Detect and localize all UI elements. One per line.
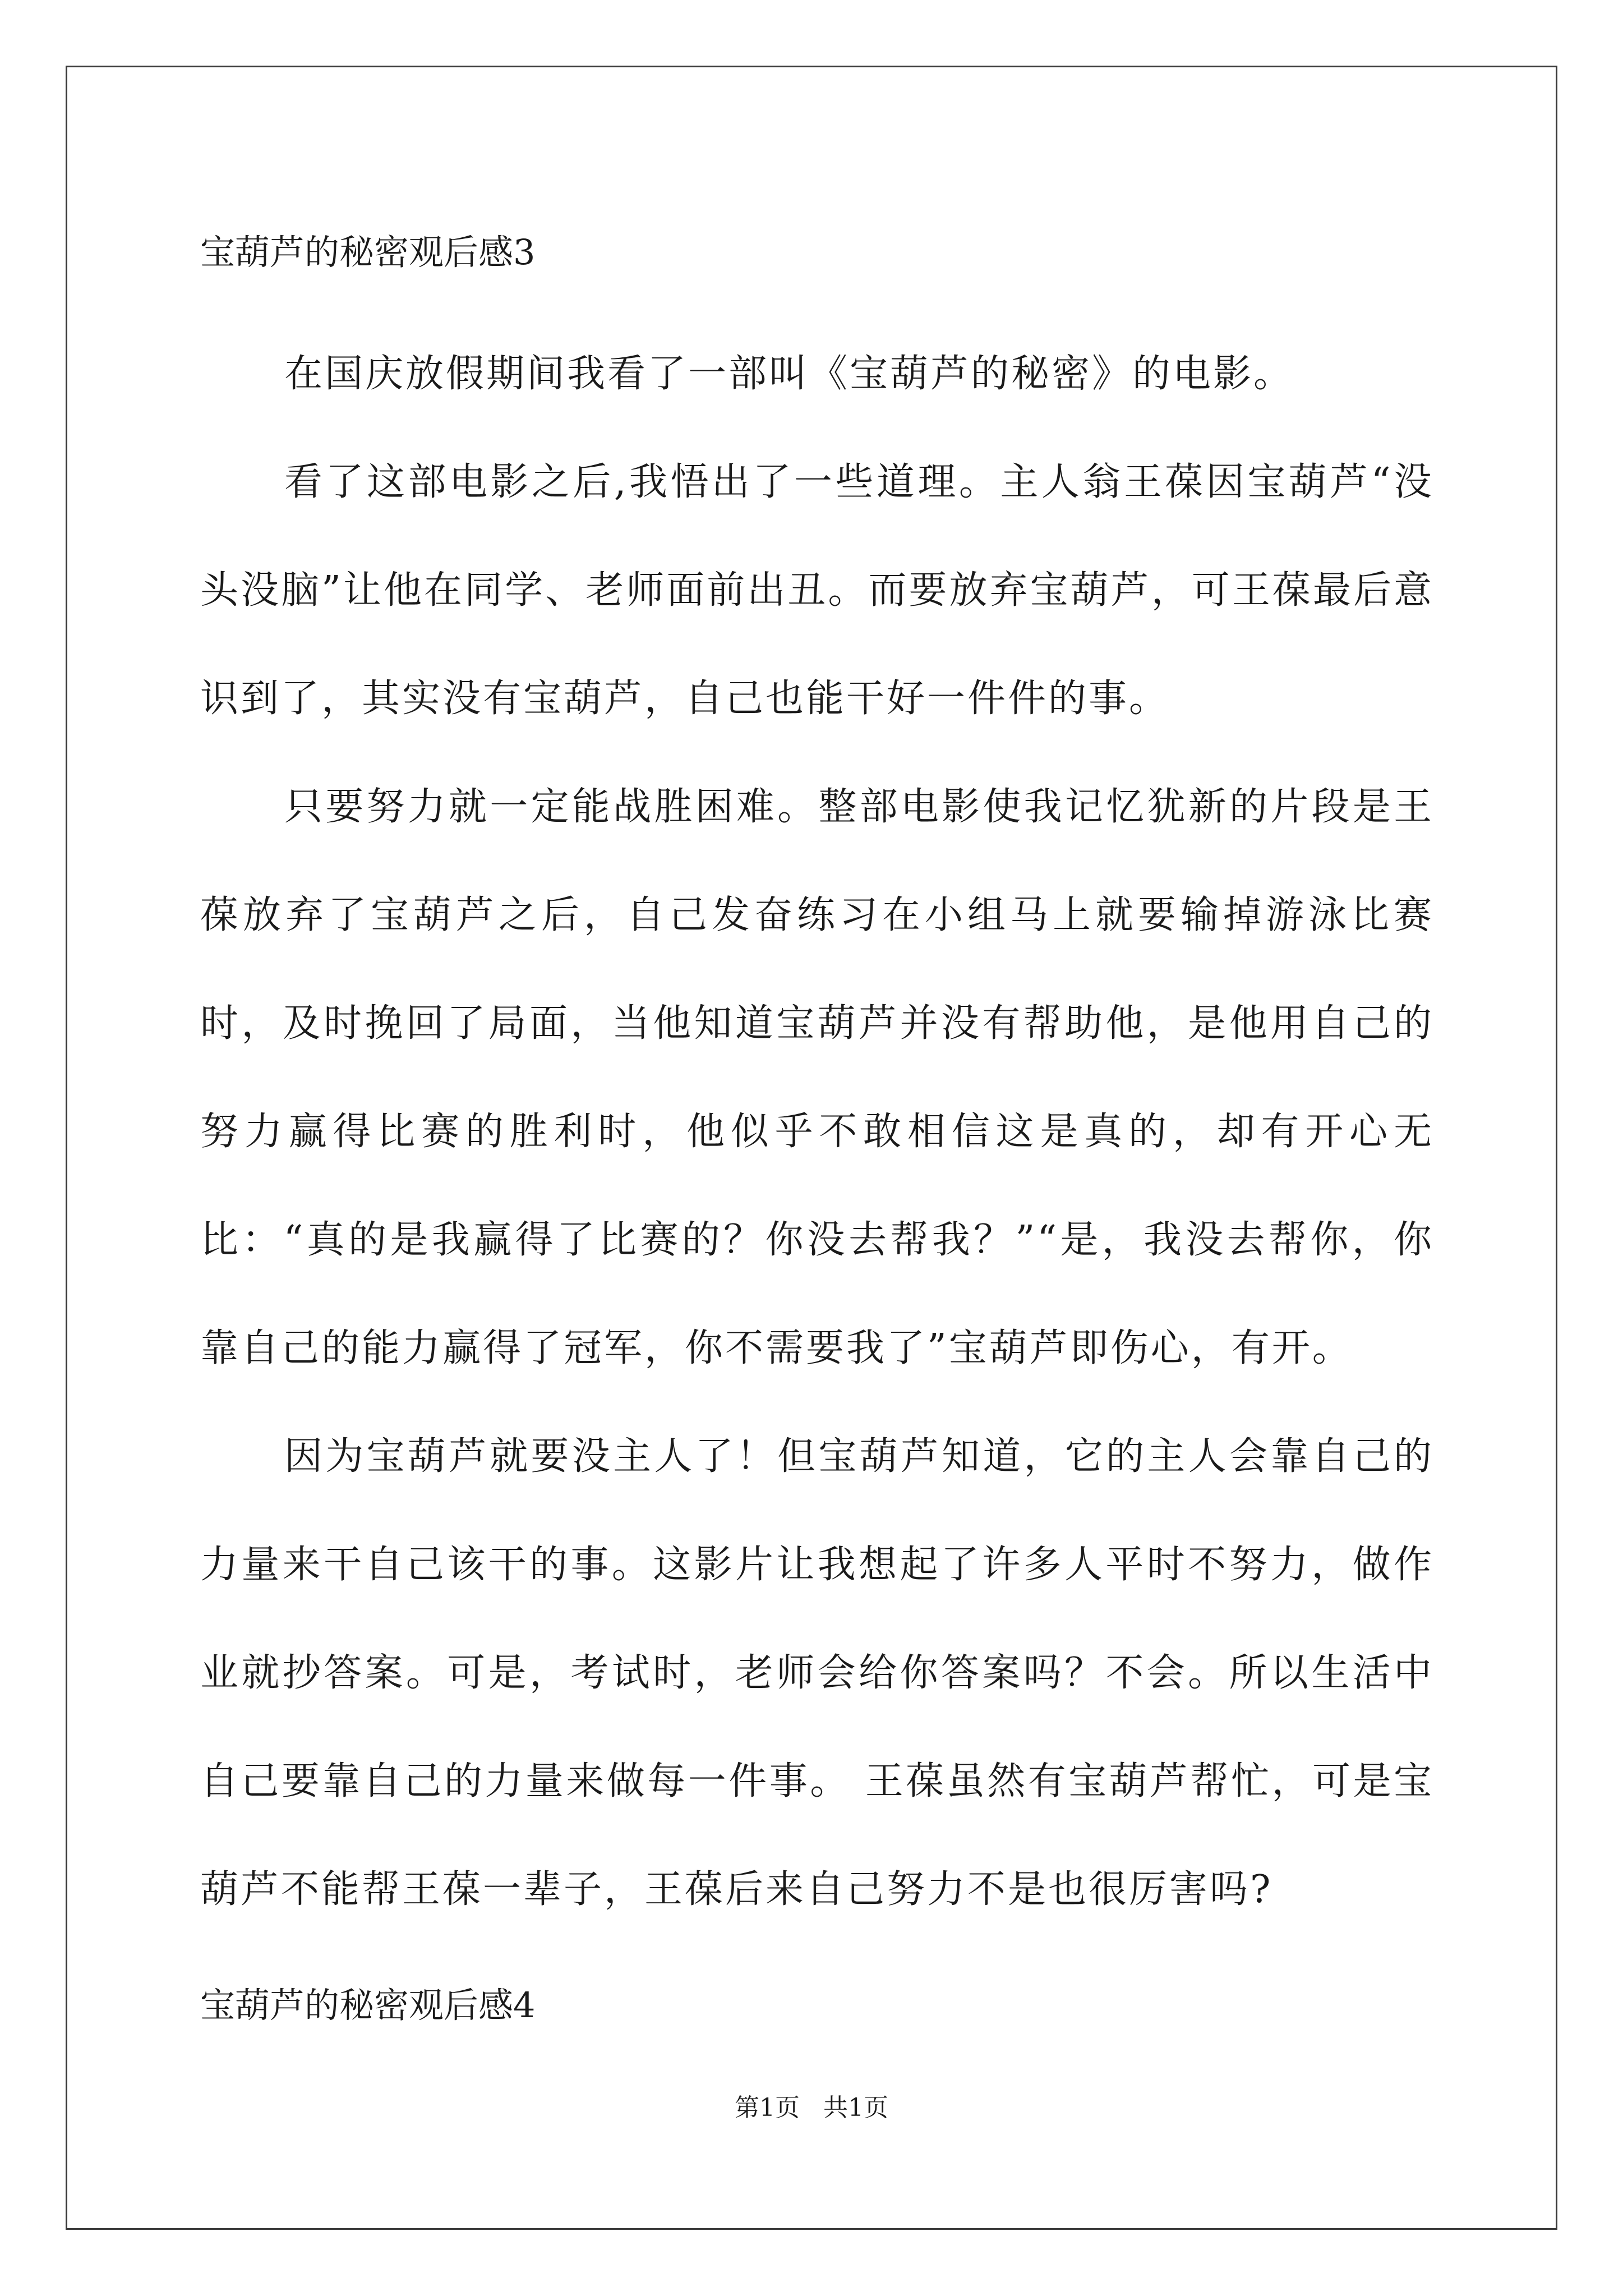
section-heading: 宝葫芦的秘密观后感3 [200, 232, 536, 273]
page-number-footer: 第1页 共1页 [735, 2093, 888, 2122]
document-body [200, 224, 1434, 2033]
paragraph: 因为宝葫芦就要没主人了！但宝葫芦知道，它的主人会靠自己的力量来干自己该干的事。这影片让我想起了许多人平时不努力，做作业就抄答案。可是，考试时，老师会给你答案吗？不会。所以生活中自己要靠自己的力量来做每一件事。 王葆虽然有宝葫芦帮忙，可是宝葫芦不能帮王葆一辈子，王葆后来自己努力不是也很厉害吗? [200, 1434, 1434, 1912]
paragraph: 在国庆放假期间我看了一部叫《宝葫芦的秘密》的电影。 [284, 352, 1294, 396]
section-heading: 宝葫芦的秘密观后感4 [200, 1985, 536, 2026]
paragraph: 看了这部电影之后,我悟出了一些道理。主人翁王葆因宝葫芦“没头没脑”让他在同学、老师面前出丑。而要放弃宝葫芦，可王葆最后意识到了，其实没有宝葫芦，自己也能干好一件件的事。 [200, 460, 1434, 721]
paragraph: 只要努力就一定能战胜困难。整部电影使我记忆犹新的片段是王葆放弃了宝葫芦之后，自己发奋练习在小组马上就要输掉游泳比赛时，及时挽回了局面，当他知道宝葫芦并没有帮助他，是他用自己的努力赢得比赛的胜利时，他似乎不敢相信这是真的，却有开心无比：“真的是我赢得了比赛的？你没去帮我？”“是，我没去帮你，你靠自己的能力赢得了冠军，你不需要我了”宝葫芦即伤心，有开。 [200, 785, 1434, 1370]
